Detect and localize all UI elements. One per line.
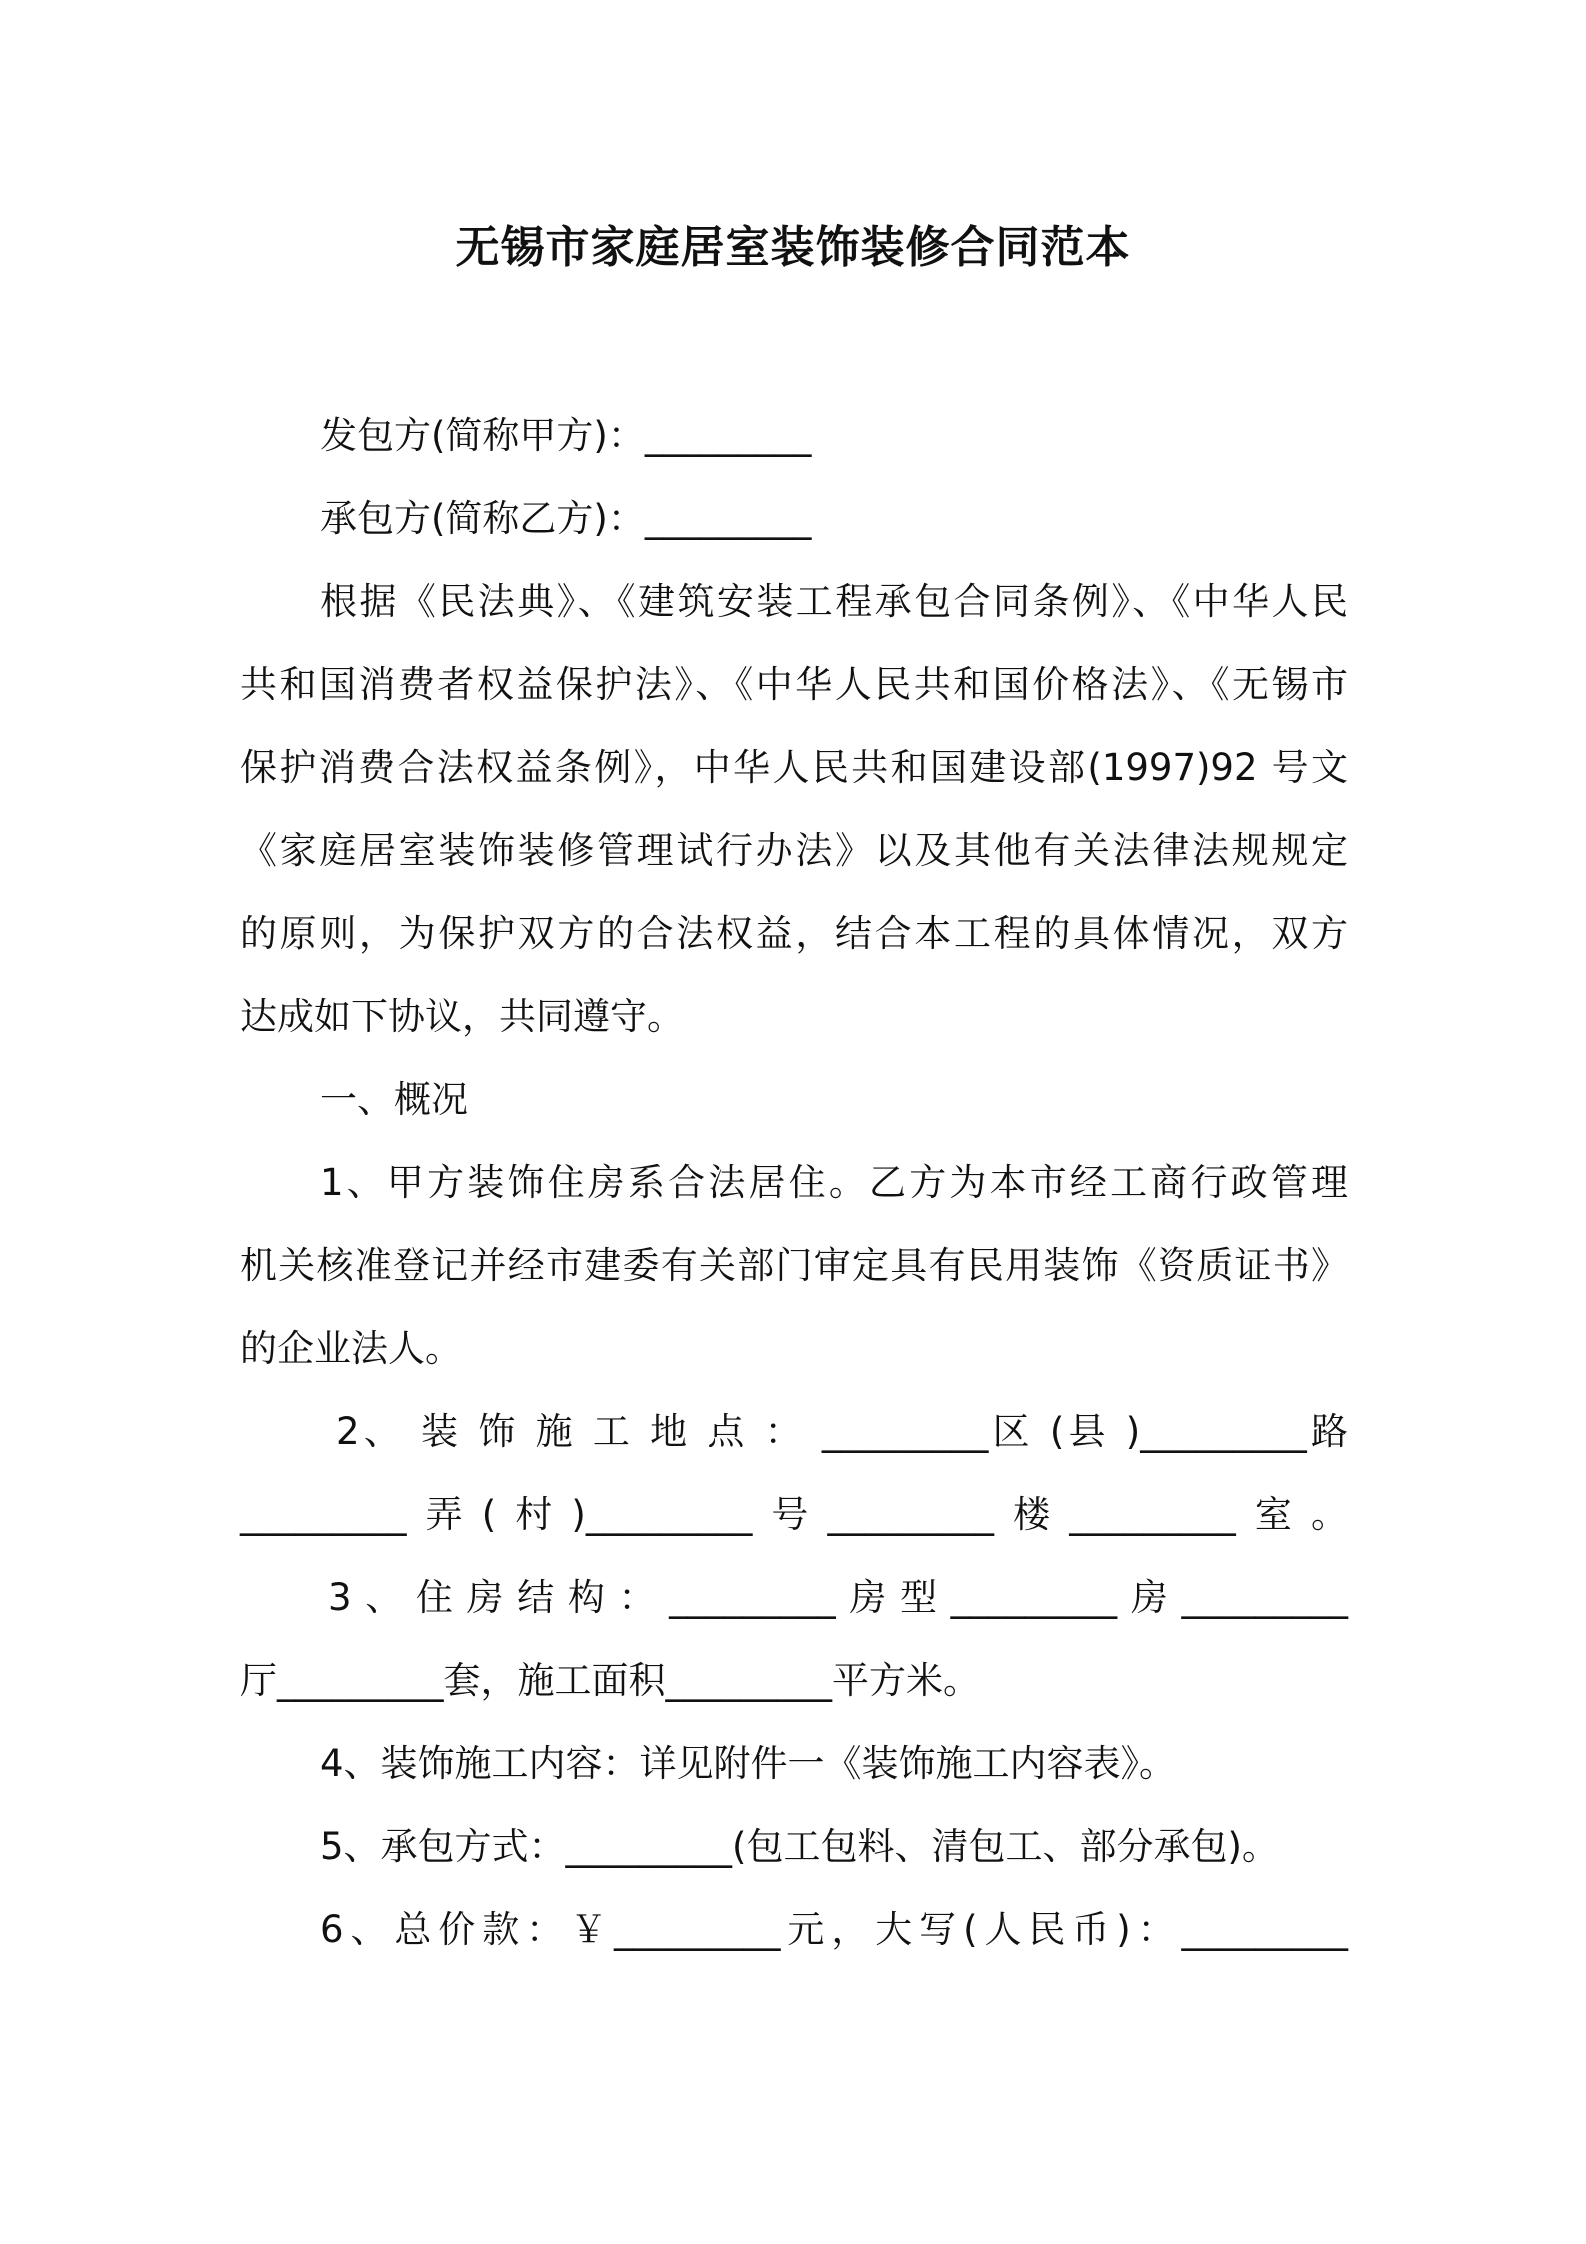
clause-1-line-2: 机关核准登记并经市建委有关部门审定具有民用装饰《资质证书》 [240,1244,1348,1287]
clause-5-line: 5、承包方式：_________(包工包料、清包工、部分承包)。 [320,1825,1279,1868]
document-title: 无锡市家庭居室装饰装修合同范本 [455,222,1131,273]
preamble-line-1: 根据《民法典》、《建筑安装工程承包合同条例》、《中华人民 [320,580,1348,623]
clause-3-line-2: 厅_________套，施工面积_________平方米。 [240,1659,980,1702]
clause-1-line-3: 的企业法人。 [240,1327,462,1370]
clause-2-line-2: _________弄(村)_________号_________楼_________室。 [240,1493,1348,1536]
preamble-line-2: 共和国消费者权益保护法》、《中华人民共和国价格法》、《无锡市 [240,663,1348,706]
preamble-line-5: 的原则，为保护双方的合法权益，结合本工程的具体情况，双方 [240,912,1348,955]
party-a-line: 发包方(简称甲方)：_________ [320,414,812,457]
preamble-line-6: 达成如下协议，共同遵守。 [240,995,684,1038]
preamble-line-4: 《家庭居室装饰装修管理试行办法》以及其他有关法律法规规定 [240,829,1348,872]
section-heading-overview: 一、概况 [320,1078,468,1121]
clause-2-line-1: 2、 装 饰 施 工 地 点 ： _________区 (县 )_________路 [336,1410,1348,1453]
clause-6-line: 6、总价款：￥_________元，大写(人民币)：_________ [320,1908,1348,1951]
preamble-line-3: 保护消费合法权益条例》，中华人民共和国建设部(1997)92 号文 [240,746,1348,789]
party-b-line: 承包方(简称乙方)：_________ [320,497,812,540]
clause-4-line: 4、装饰施工内容：详见附件一《装饰施工内容表》。 [320,1742,1177,1785]
clause-3-line-1: 3、住房结构：_________房型_________房_________ [328,1576,1348,1619]
clause-1-line-1: 1、甲方装饰住房系合法居住。乙方为本市经工商行政管理 [320,1161,1348,1204]
